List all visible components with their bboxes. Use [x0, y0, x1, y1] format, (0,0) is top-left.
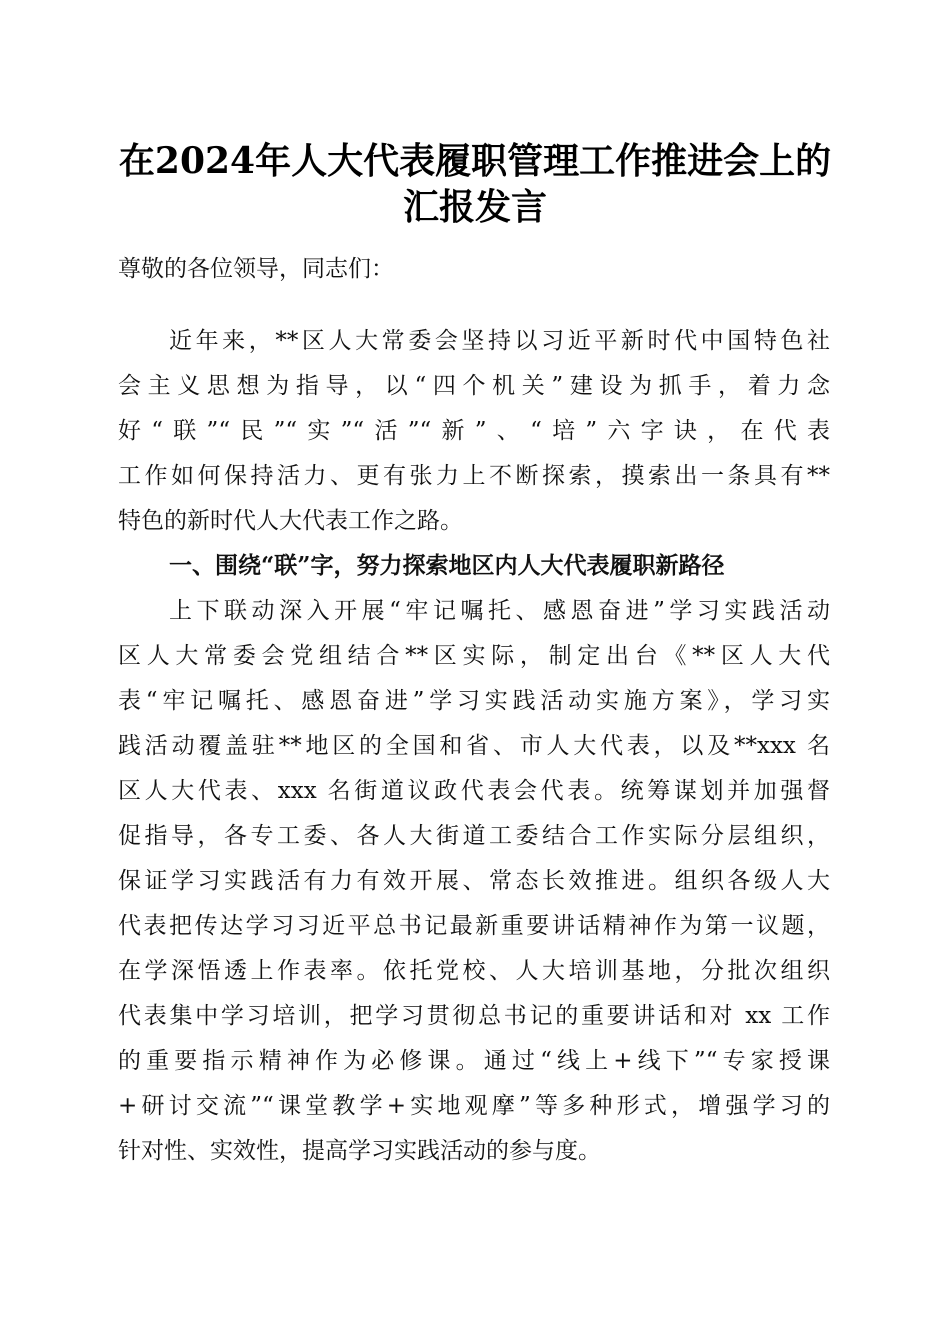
section-1-line-12: +研讨交流”“课堂教学+实地观摩”等多种形式，增强学习的	[118, 1093, 830, 1119]
section-1-line-8: 代表把传达学习习近平总书记最新重要讲话精神作为第一议题，	[118, 913, 830, 939]
intro-line-1: 近年来，**区人大常委会坚持以习近平新时代中国特色社	[169, 328, 830, 354]
section-1-line-6: 促指导，各专工委、各人大街道工委结合工作实际分层组织，	[118, 823, 830, 849]
intro-line-3: 好“联”“民”“实”“活”“新”、“培”六字诀，在代表	[118, 418, 830, 444]
document-title-line-1: 在2024年人大代表履职管理工作推进会上的	[118, 140, 832, 182]
section-1-line-1: 上下联动深入开展“牢记嘱托、感恩奋进”学习实践活动	[169, 598, 830, 624]
section-1-line-11: 的重要指示精神作为必修课。通过“线上+线下”“专家授课	[118, 1048, 830, 1074]
intro-line-2: 会主义思想为指导，以“四个机关”建设为抓手，着力念	[118, 373, 830, 399]
section-1-line-10: 代表集中学习培训，把学习贯彻总书记的重要讲话和对 xx 工作	[118, 1003, 830, 1029]
section-1-line-3: 表“牢记嘱托、感恩奋进”学习实践活动实施方案》，学习实	[118, 688, 830, 714]
section-1-line-13: 针对性、实效性，提高学习实践活动的参与度。	[118, 1138, 601, 1164]
intro-line-5: 特色的新时代人大代表工作之路。	[118, 508, 463, 534]
section-1-line-5: 区人大代表、xxx 名街道议政代表会代表。统筹谋划并加强督	[118, 778, 830, 804]
section-1-line-4: 践活动覆盖驻**地区的全国和省、市人大代表，以及**xxx 名	[118, 733, 830, 759]
section-1-line-7: 保证学习实践活有力有效开展、常态长效推进。组织各级人大	[118, 868, 830, 894]
salutation: 尊敬的各位领导，同志们：	[118, 256, 394, 282]
section-1-heading: 一、围绕“联”字，努力探索地区内人大代表履职新路径	[169, 552, 725, 579]
document-title-line-2: 汇报发言	[402, 186, 547, 228]
intro-line-4: 工作如何保持活力、更有张力上不断探索，摸索出一条具有**	[118, 463, 830, 489]
section-1-line-2: 区人大常委会党组结合**区实际，制定出台《**区人大代	[118, 643, 830, 669]
section-1-line-9: 在学深悟透上作表率。依托党校、人大培训基地，分批次组织	[118, 958, 830, 984]
